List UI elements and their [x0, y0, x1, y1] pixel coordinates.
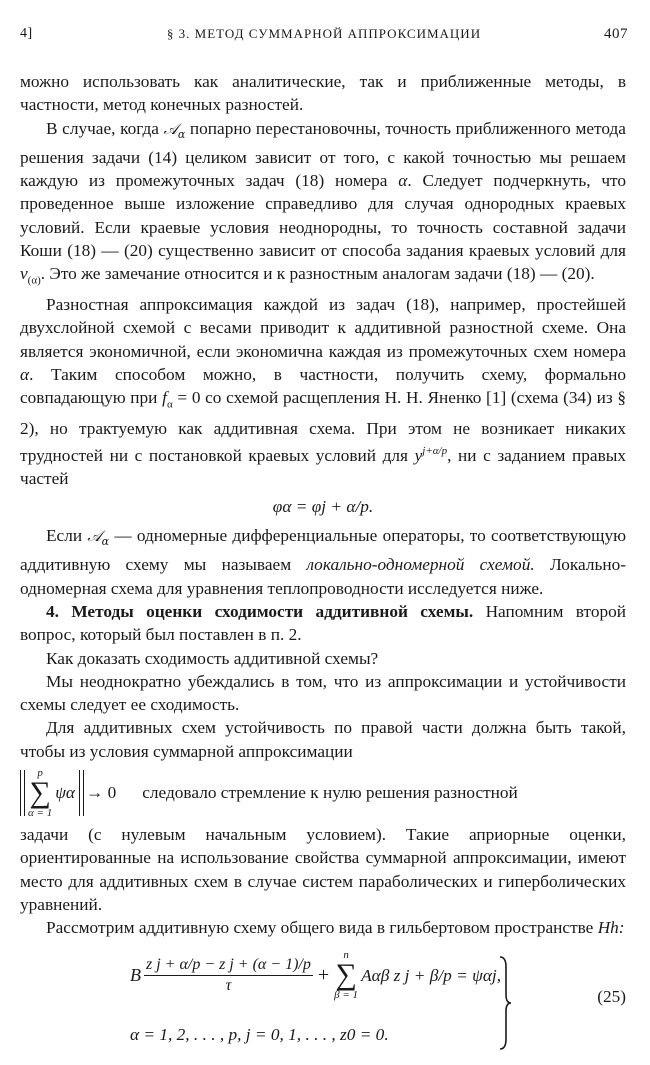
p4-text-b: — одномерные дифференциальные операторы, то соответствующую аддитивную схему мы называем	[20, 526, 627, 575]
eq25-line1	[130, 949, 501, 1001]
paragraph-3: Разностная аппроксимация каждой из задач (18), например, простейшей двухслойной схемой с весами приводит к аддитивной разностной схеме. Она является экономичной, если экономична каждая из промежуточных схем номера α. Таким способом можно, в частности, получить схему, формально совпадающую при $f_\alpha = 0$ со схемой расщепления Н. Н. Яненко [1] (схема (34) из § 2), но трактуемую как аддитивная схема. При этом не возникает никаких трудностей ни с постановкой краевых условий для $y^{j+\alpha/p}$, ни с заданием правых частей	[20, 295, 626, 489]
p3-text-a: Разностная аппроксимация каждой из задач (18), например, простейшей двухслойной схемой с весами приводит к аддитивной разностной схеме. Она является экономичной, если экономична каждая из промежуточных схем номера	[20, 295, 626, 361]
eq25-plus: +	[317, 963, 330, 986]
alpha-symbol-2: α	[20, 365, 30, 385]
equation-number: (25)	[597, 987, 626, 1007]
right-brace	[498, 955, 512, 1051]
running-header	[20, 26, 628, 48]
p2-text-d: . Это же замечание относится и к разностным аналогам задачи (18) — (20).	[40, 264, 595, 284]
norm-sum	[28, 767, 52, 819]
paragraph-5	[20, 600, 626, 647]
eq25-fraction	[144, 955, 313, 996]
p9-text-a: Рассмотрим аддитивную схему общего вида в гильбертовом пространстве	[46, 918, 594, 938]
section-heading-4: 4. Методы оценки сходимости аддитивной схемы.	[46, 601, 474, 621]
paragraph-8-cont: задачи (с нулевым начальным условием). Такие априорные оценки, ориентированные на использование свойства суммарной аппроксимации, имеют место для аддитивных схем в случае систем параболических и гиперболических уравнений.	[20, 824, 626, 914]
eq25-denominator: τ	[225, 976, 232, 994]
paragraph-2: В случае, когда 𝒜$_\alpha$ попарно перестановочны, точность приближенного метода решения задачи (14) целиком зависит от того, с какой точностью мы решаем каждую из промежуточных задач (18) номера α. Следует подчеркнуть, что проведенное выше изложение справедливо для случая однородных краевых условий. Если краевые условия неоднородны, то точность составной задачи Коши (18) — (20) существенно зависит от способа задания краевых условий для $v_{(\alpha)}$. Это же замечание относится и к разностным аналогам задачи (18) — (20).	[20, 118, 626, 287]
eq25-conditions: α = 1, 2, . . . , p, j = 0, 1, . . . , z0 = 0.	[130, 1025, 389, 1045]
p2-text-b: попарно перестановочны, точность приближенного метода решения задачи (14) целиком зависит от того, с какой точностью мы решаем каждую из промежуточных задач (18) номера	[20, 118, 626, 191]
norm-sum-bottom: α = 1	[28, 806, 53, 819]
eq25-term: Aαβ z j + β/p = ψαj,	[361, 965, 502, 985]
v-alpha-symbol: v	[20, 264, 28, 284]
norm-psi: ψα	[55, 783, 76, 803]
operator-symbol-2: 𝒜$_\alpha$	[87, 527, 110, 549]
p5-text: Напомним второй вопрос, который был поставлен в п. 2.	[20, 601, 626, 645]
operator-symbol: 𝒜$_\alpha$	[163, 119, 186, 141]
norm-expression	[20, 767, 84, 819]
formula-phi-text: φα = φj + α/p.	[272, 496, 374, 516]
eq25-sum-bottom: β = 1	[334, 989, 359, 1002]
eq25-sum	[334, 949, 358, 1001]
paragraph-7: Мы неоднократно убеждались в том, что из аппроксимации и устойчивости схемы следует ее сходимость.	[20, 671, 626, 715]
eq25-sum-top: n	[343, 949, 349, 962]
eq25-line2	[130, 1023, 389, 1046]
p4-text-a: Если	[46, 526, 83, 546]
paragraph-6: Как доказать сходимость аддитивной схемы?	[46, 648, 379, 668]
p2-text-a: В случае, когда	[46, 118, 159, 138]
formula-phi	[20, 495, 626, 518]
page-body	[20, 70, 626, 1059]
y-power-symbol: y	[414, 446, 423, 466]
paragraph-9	[20, 916, 626, 939]
p4-text-c: Локально-одномерная схема для уравнения теплопроводности исследуется ниже.	[20, 555, 627, 598]
f-alpha-symbol: f	[162, 388, 167, 408]
hilbert-space-symbol: Hh:	[597, 918, 625, 938]
eq25-operator-B: B	[130, 964, 141, 985]
equation-25	[20, 949, 626, 1059]
sigma-sign: ∑	[29, 775, 51, 809]
norm-sum-top: p	[37, 766, 43, 779]
eq25-sigma-sign: ∑	[335, 958, 357, 992]
arrow-zero: → 0	[86, 783, 117, 803]
page-number: 407	[604, 26, 628, 42]
p3-text-b: . Таким способом можно, в частности, получить схему, формально совпадающую при	[20, 365, 626, 408]
paragraph-8	[20, 716, 626, 763]
norm-bar-right	[79, 770, 84, 816]
p8-text-a: Для аддитивных схем устойчивость по правой части должна быть такой, чтобы из условия суммарной аппроксимации	[20, 718, 626, 761]
p8-text-c: следовало стремление к нулю решения разностной	[142, 783, 518, 803]
p3-text-c: = 0 со схемой расщепления Н. Н. Яненко [1] (схема (34) из § 2), но трактуемую как аддитивная схема. При этом не возникает никаких трудностей ни с постановкой краевых условий для	[20, 388, 626, 466]
norm-line	[20, 767, 626, 819]
section-title: § 3. МЕТОД СУММАРНОЙ АППРОКСИМАЦИИ	[166, 26, 482, 41]
p4-term: локально-одномерной схемой.	[306, 555, 535, 575]
chapter-marker: 4]	[20, 26, 33, 41]
p2-text-c: . Следует подчеркнуть, что проведенное выше изложение справедливо для случая однородных краевых условий. Если краевые условия неоднородны, то точность составной задачи Коши (18) — (20) существенно зависит от способа задания краевых условий для	[20, 171, 626, 261]
paragraph-1: можно использовать как аналитические, так и приближенные методы, в частности, метод конечных разностей.	[20, 72, 626, 115]
paragraph-4	[20, 524, 626, 600]
eq25-numerator: z j + α/p − z j + (α − 1)/p	[144, 955, 313, 976]
alpha-symbol: α	[398, 171, 408, 191]
norm-bar-left	[20, 770, 25, 816]
p3-text-d: , ни с заданием правых частей	[20, 446, 626, 489]
